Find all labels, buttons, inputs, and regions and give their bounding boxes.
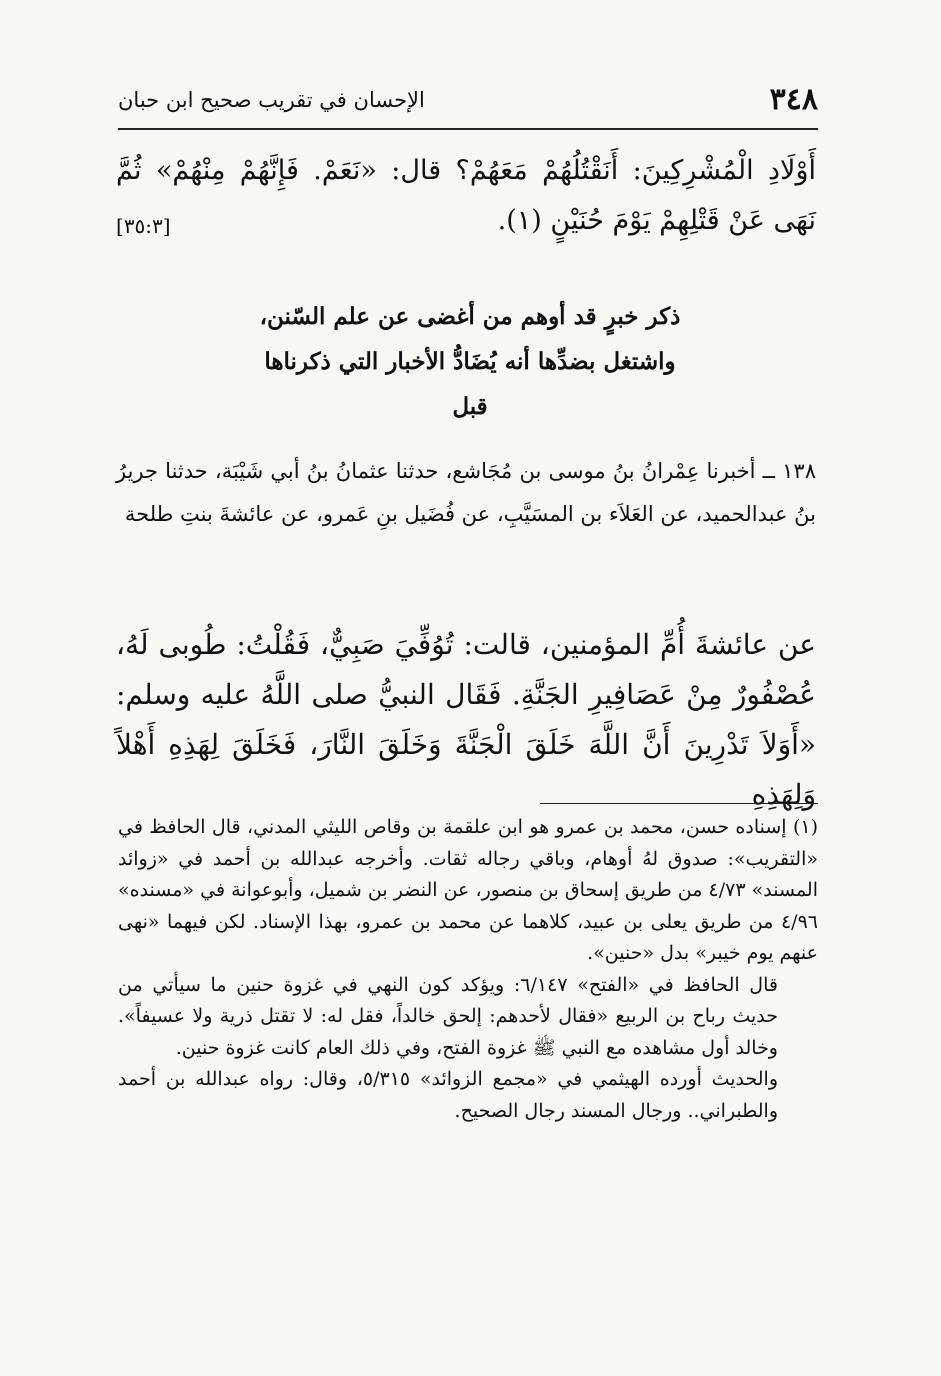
footnote-1: (١) إسناده حسن، محمد بن عمرو هو ابن علقمة بن وقاص الليثي المدني، قال الحافظ في «التقريب»: صدوق لهُ أوهام، وباقي رجاله ثقات. وأخرجه عبدالله بن أحمد في «زوائد المسند» ٤/٧٣ من طريق إسحاق بن منصور، عن النضر بن شميل، وأبوعوانة في «مسنده» ٤/٩٦ من طريق يعلى بن عبيد، كلاهما عن محمد بن عمرو، بهذا الإسناد. لكن فيهما «نهى عنهم يوم خيبر» بدل «حنين». <box>118 816 818 964</box>
continued-hadith-text: أَوْلَادِ الْمُشْرِكِينَ: أَنَقْتُلُهُمْ مَعَهُمْ؟ قال: «نَعَمْ. فَإِنَّهُمْ مِنْهُمْ» ثُمَّ نَهَى عَنْ قَتْلِهِمْ يَوْمَ حُنَيْنٍ (١). <box>116 155 816 236</box>
page-header <box>118 82 818 122</box>
chapter-heading-line-1: ذكر خبرٍ قد أوهم من أغضى عن علم السّنن، <box>259 303 681 330</box>
header-rule <box>118 128 818 130</box>
running-title: الإحسان في تقريب صحيح ابن حبان <box>118 88 425 112</box>
hadith-reference: [٣٥:٣] <box>116 214 171 238</box>
footnotes <box>118 812 818 1127</box>
chapter-heading <box>210 294 730 429</box>
footnote-separator <box>540 803 818 804</box>
chapter-heading-line-3: قبل <box>452 393 488 420</box>
footnote-paragraph-3: والحديث أورده الهيثمي في «مجمع الزوائد» ٥/٣١٥، وقال: رواه عبدالله بن أحمد والطبراني.. ورجال المسند رجال الصحيح. <box>118 1068 778 1122</box>
page-number: ٣٤٨ <box>769 82 818 117</box>
continued-hadith-paragraph <box>116 146 816 246</box>
footnote-paragraph-2: قال الحافظ في «الفتح» ٦/١٤٧: ويؤكد كون النهي في غزوة حنين ما سيأتي من حديث رباح بن الربيع «فقال لأحدهم: إلحق خالداً، فقل له: لا تقتل ذرية ولا عسيفاً». وخالد أول مشاهده مع النبي ﷺ غزوة الفتح، وفي ذلك العام كانت غزوة حنين. <box>118 973 778 1059</box>
chapter-heading-line-2: واشتغل بضدِّها أنه يُضَادُّ الأخبار التي ذكرناها <box>264 348 676 375</box>
isnad-paragraph: ١٣٨ ــ أخبرنا عِمْرانُ بنُ موسى بن مُجَاشع، حدثنا عثمانُ بنُ أبي شَيْبَة، حدثنا جريرُ بنُ عبدالحميد، عن العَلاَء بن المسَيَّبِ، عن فُضَيل بنِ عَمرو، عن عائشةَ بنتِ طلحة <box>116 459 816 526</box>
matn-paragraph: عن عائشةَ أُمِّ المؤمنين، قالت: تُوُفِّيَ صَبِيٌّ، فَقُلْتُ: طُوبى لَهُ، عُصْفُورٌ مِنْ عَصَافِيرِ الجَنَّةِ. فَقَال النبيُّ صلى اللَّهُ عليه وسلم: «أَوَلاَ تَدْرِينَ أَنَّ اللَّهَ خَلَقَ الْجَنَّةَ وَخَلَقَ النَّارَ، فَخَلَقَ لِهَذِهِ أَهْلاً وَلِهَذِهِ <box>116 628 816 811</box>
